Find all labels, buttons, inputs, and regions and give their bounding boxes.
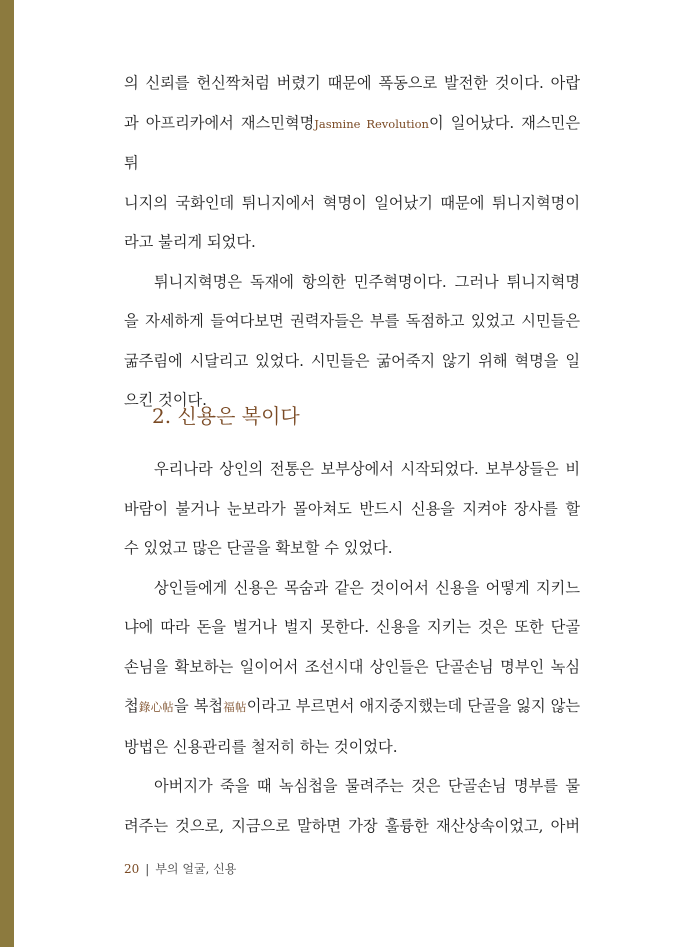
paragraph-line — [124, 490, 580, 530]
hanja-term: 福帖 — [223, 700, 247, 714]
text-line: 을 복첩 — [174, 697, 224, 715]
paragraph-line — [124, 608, 580, 648]
text-line: 의 신뢰를 헌신짝처럼 버렸기 때문에 폭동으로 발전한 것이다. 아랍 — [124, 74, 580, 92]
book-title: 부의 얼굴, 신용 — [155, 862, 237, 876]
hanja-term: 錄心帖 — [138, 700, 175, 714]
text-line: 이라고 부르면서 애지중지했는데 단골을 잃지 않는 — [246, 697, 581, 715]
text-line: 냐에 따라 돈을 벌거나 벌지 못한다. 신용을 지키는 것은 또한 단골 — [124, 618, 580, 636]
paragraph-line — [124, 302, 580, 342]
paragraph-line — [124, 184, 580, 224]
text-line: 수 있었고 많은 단골을 확보할 수 있었다. — [124, 539, 393, 557]
text-line: 첩 — [124, 697, 139, 715]
paragraph-line — [124, 450, 580, 490]
book-spine-edge — [0, 0, 14, 947]
text-line: 아버지가 죽을 때 녹심첩을 물려주는 것은 단골손님 명부를 물 — [154, 777, 580, 795]
text-line: 으킨 것이다. — [124, 391, 208, 409]
paragraph-line — [124, 807, 580, 847]
text-line: 라고 불리게 되었다. — [124, 233, 256, 251]
text-line: 니지의 국화인데 튀니지에서 혁명이 일어났기 때문에 튀니지혁명이 — [124, 193, 580, 212]
english-term: Jasmine Revolution — [314, 116, 429, 131]
text-line: 바람이 불거나 눈보라가 몰아쳐도 반드시 신용을 지켜야 장사를 할 — [124, 499, 580, 518]
paragraph-line — [124, 342, 580, 382]
text-line: 우리나라 상인의 전통은 보부상에서 시작되었다. 보부상들은 비 — [154, 460, 580, 478]
text-line: 손님을 확보하는 일이어서 조선시대 상인들은 단골손님 명부인 녹심 — [124, 657, 580, 676]
paragraph-line — [124, 728, 580, 768]
body-text-top — [124, 64, 580, 421]
text-line: 튀니지혁명은 독재에 항의한 민주혁명이다. 그러나 튀니지혁명 — [154, 272, 580, 291]
text-line: 굶주림에 시달리고 있었다. 시민들은 굶어죽지 않기 위해 혁명을 일 — [124, 351, 580, 370]
body-text-bottom — [124, 450, 580, 846]
text-line: 방법은 신용관리를 철저히 하는 것이었다. — [124, 737, 398, 756]
paragraph-line — [124, 648, 580, 688]
paragraph-line — [124, 529, 580, 569]
paragraph-line — [124, 687, 580, 728]
paragraph-line — [124, 569, 580, 609]
text-line: 려주는 것으로, 지금으로 말하면 가장 훌륭한 재산상속이었고, 아버 — [124, 816, 580, 835]
paragraph-line — [124, 104, 580, 184]
page-number: 20 — [124, 862, 140, 876]
paragraph-line — [124, 263, 580, 303]
text-line: 이 일어났다. 재스민은 튀 — [124, 113, 580, 172]
text-line: 상인들에게 신용은 목숨과 같은 것이어서 신용을 어떻게 지키느 — [154, 578, 580, 597]
text-line: 과 아프리카에서 재스민혁명 — [124, 113, 315, 132]
paragraph-line — [124, 223, 580, 263]
page-footer — [124, 860, 236, 877]
footer-separator: | — [145, 862, 150, 876]
text-line: 을 자세하게 들여다보면 권력자들은 부를 독점하고 있었고 시민들은 — [124, 312, 580, 330]
section-heading: 2. 신용은 복이다 — [152, 404, 300, 428]
paragraph-line — [124, 64, 580, 104]
paragraph-line — [124, 767, 580, 807]
